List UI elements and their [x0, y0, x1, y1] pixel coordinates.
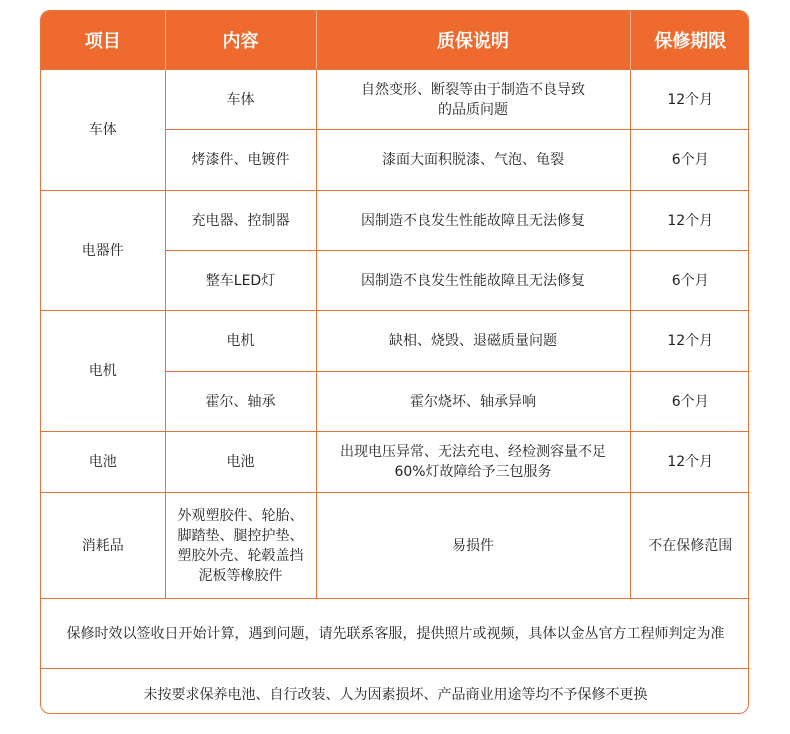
warranty-table [41, 11, 749, 714]
notes-row [41, 599, 749, 669]
item-cell: 电机 [41, 311, 165, 432]
item-cell: 消耗品 [41, 493, 165, 599]
period-cell: 6个月 [630, 372, 749, 432]
period-cell: 12个月 [630, 70, 749, 130]
description-cell: 自然变形、断裂等由于制造不良导致的品质问题 [316, 70, 630, 130]
item-cell: 电器件 [41, 191, 165, 311]
item-cell: 车体 [41, 70, 165, 191]
table-row [41, 70, 749, 130]
period-cell: 不在保修范围 [630, 493, 749, 599]
notes-row [41, 669, 749, 715]
table-header-row [41, 11, 749, 70]
table-row [41, 493, 749, 599]
period-cell: 12个月 [630, 311, 749, 372]
description-cell: 漆面大面积脱漆、气泡、龟裂 [316, 130, 630, 191]
description-cell: 因制造不良发生性能故障且无法修复 [316, 191, 630, 251]
period-cell: 12个月 [630, 191, 749, 251]
content-cell: 电机 [165, 311, 316, 372]
content-cell: 电池 [165, 432, 316, 493]
header-description: 质保说明 [316, 11, 630, 70]
description-cell: 因制造不良发生性能故障且无法修复 [316, 251, 630, 311]
warranty-note: 保修时效以签收日开始计算，遇到问题，请先联系客服，提供照片或视频，具体以金丛官方工程师判定为准 [41, 599, 749, 669]
table-row [41, 432, 749, 493]
description-cell: 霍尔烧坏、轴承异响 [316, 372, 630, 432]
period-cell: 6个月 [630, 251, 749, 311]
period-cell: 12个月 [630, 432, 749, 493]
warranty-table-container [40, 10, 749, 714]
header-period: 保修期限 [630, 11, 749, 70]
content-cell: 烤漆件、电镀件 [165, 130, 316, 191]
content-cell: 充电器、控制器 [165, 191, 316, 251]
description-cell: 易损件 [316, 493, 630, 599]
period-cell: 6个月 [630, 130, 749, 191]
table-row [41, 191, 749, 251]
description-cell: 出现电压异常、无法充电、经检测容量不足60%灯故障给予三包服务 [316, 432, 630, 493]
item-cell: 电池 [41, 432, 165, 493]
header-item: 项目 [41, 11, 165, 70]
header-content: 内容 [165, 11, 316, 70]
content-cell: 车体 [165, 70, 316, 130]
content-cell: 霍尔、轴承 [165, 372, 316, 432]
table-row [41, 311, 749, 372]
description-cell: 缺相、烧毁、退磁质量问题 [316, 311, 630, 372]
content-cell: 整车LED灯 [165, 251, 316, 311]
exclusion-note: 未按要求保养电池、自行改装、人为因素损坏、产品商业用途等均不予保修不更换 [41, 669, 749, 715]
content-cell: 外观塑胶件、轮胎、脚踏垫、腿控护垫、塑胶外壳、轮毂盖挡泥板等橡胶件 [165, 493, 316, 599]
